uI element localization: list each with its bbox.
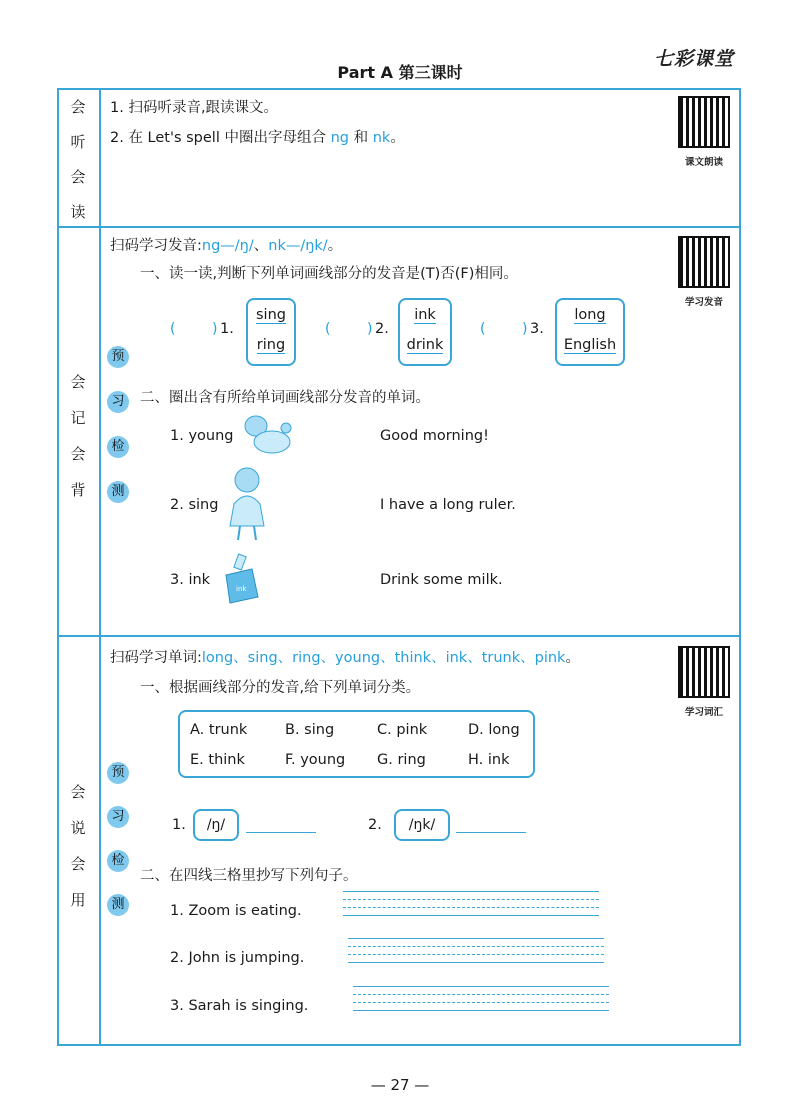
preview-badge: 测 [107,894,129,916]
question-title: 一、根据画线部分的发音,给下列单词分类。 [140,680,421,696]
answer-line[interactable] [456,832,526,833]
word: drink [406,337,444,353]
instruction-line: 1. 扫码听录音,跟读课文。 [110,100,279,116]
writing-lines[interactable] [343,891,599,923]
option: B. sing [285,722,335,738]
preview-badge: 预 [107,762,129,784]
preview-badge: 习 [107,391,129,413]
ink-bottle-icon [222,553,262,609]
writing-lines[interactable] [353,986,609,1018]
side-label-char: 说 [70,819,86,837]
qr-caption: 学习词汇 [684,707,723,718]
preview-badge: 检 [107,850,129,872]
side-label-char: 会 [70,373,86,391]
word: English [563,337,617,353]
word-pair-box [246,298,296,366]
qr-code-icon[interactable] [678,646,730,698]
letter-combo-nk: nk [372,130,391,146]
word-pair-box [398,298,452,366]
phoneme-box: /ŋ/ [193,809,239,841]
preview-badge: 预 [107,346,129,368]
answer-paren-open[interactable]: ( [170,321,176,337]
side-label-char: 读 [70,203,86,221]
instruction-text: 和 [349,130,373,146]
question-title: 二、圈出含有所给单词画线部分发音的单词。 [140,390,430,406]
given-word: 3. ink [170,572,211,588]
answer-paren-close: ) [367,321,373,337]
option: A. trunk [190,722,248,738]
sentence[interactable]: Drink some milk. [380,572,503,588]
qr-code-icon[interactable] [678,236,730,288]
answer-paren-close: ) [522,321,528,337]
option: G. ring [377,752,426,768]
intro-text: 扫码学习单词: [110,650,202,666]
option: H. ink [468,752,510,768]
intro-line [110,234,342,255]
answer-line[interactable] [246,832,316,833]
page-number: — 27 — [370,1076,430,1094]
intro-text: 。 [327,238,343,254]
intro-text: 扫码学习发音: [110,238,202,254]
qr-caption: 学习发音 [684,297,723,308]
side-label-char: 听 [70,133,86,151]
phonics-nk: nk—/ŋk/ [268,238,328,254]
word: ring [256,337,286,353]
answer-paren-close: ) [212,321,218,337]
qr-caption: 课文朗读 [684,157,723,168]
answer-paren-open[interactable]: ( [325,321,331,337]
letter-combo-ng: ng [330,130,349,146]
qr-code-icon[interactable] [678,96,730,148]
category-number: 2. [368,817,382,833]
sentence[interactable]: Good morning! [380,428,489,444]
option: D. long [468,722,520,738]
phonics-ng: ng—/ŋ/ [201,238,254,254]
category-number: 1. [172,817,186,833]
writing-lines[interactable] [348,938,604,970]
instruction-text: 2. 在 Let's spell 中圈出字母组合 [110,130,331,146]
intro-line [110,646,580,667]
option: C. pink [377,722,428,738]
girl-singing-icon [224,464,270,546]
sentence[interactable]: I have a long ruler. [380,497,516,513]
side-label-char: 会 [70,168,86,186]
sentence-to-copy: 1. Zoom is eating. [170,903,302,919]
answer-paren-open[interactable]: ( [480,321,486,337]
option: F. young [285,752,346,768]
item-number: 2. [375,321,389,337]
side-label-char: 会 [70,783,86,801]
word: long [574,307,606,323]
page-title: Part A 第三课时 [337,63,463,82]
baby-crawling-icon [240,412,294,462]
phoneme-box: /ŋk/ [394,809,450,841]
word-pair-box [555,298,625,366]
side-label-char: 会 [70,855,86,873]
side-label-char: 记 [70,409,86,427]
item-number: 1. [220,321,234,337]
side-label-char: 会 [70,445,86,463]
intro-text: 、 [253,238,269,254]
preview-badge: 测 [107,481,129,503]
intro-text: 。 [565,650,580,666]
question-title: 一、读一读,判断下列单词画线部分的发音是(T)否(F)相同。 [140,266,518,282]
preview-badge: 检 [107,436,129,458]
side-label-char: 背 [70,481,86,499]
brand-logo: 七彩课堂 [654,48,735,70]
divider [57,635,741,637]
given-word: 2. sing [170,497,219,513]
preview-badge: 习 [107,806,129,828]
side-label-char: 用 [70,891,86,909]
question-title: 二、在四线三格里抄写下列句子。 [140,868,358,884]
vocab-list: long、sing、ring、young、think、ink、trunk、pink [201,650,566,666]
side-label-char: 会 [70,98,86,116]
option: E. think [190,752,245,768]
ink-bottle-label: ink [236,585,247,593]
divider [57,226,741,228]
given-word: 1. young [170,428,234,444]
sentence-to-copy: 3. Sarah is singing. [170,998,309,1014]
word: sing [256,307,286,323]
item-number: 3. [530,321,544,337]
instruction-line [110,126,405,147]
word: ink [414,307,436,323]
sentence-to-copy: 2. John is jumping. [170,950,305,966]
instruction-text: 。 [390,130,405,146]
side-column-divider [99,88,101,1046]
